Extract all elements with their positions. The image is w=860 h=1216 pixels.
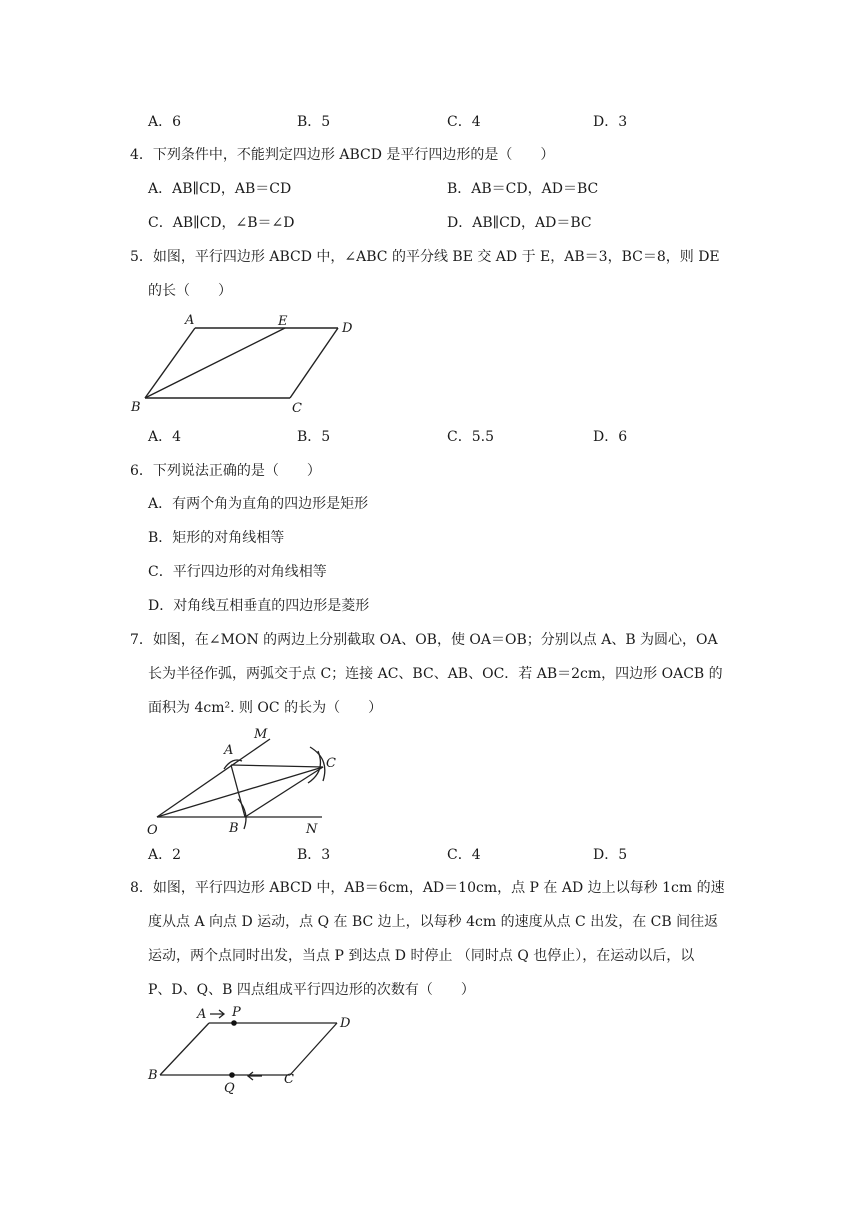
q8-stem-line4: P、D、Q、B 四点组成平行四边形的次数有（ ） <box>148 982 475 998</box>
q8-stem-line2: 度从点 A 向点 D 运动，点 Q 在 BC 边上，以每秒 4cm 的速度从点 C 出发，在 CB 间往返 <box>148 914 719 930</box>
q8-label-p: P <box>232 1005 241 1020</box>
q7-stem-line3: 面积为 4cm². 则 OC 的长为（ ） <box>148 700 383 716</box>
q5-side-cd <box>290 328 338 398</box>
q5-option-a: A．4 <box>148 429 182 445</box>
q8-arrow-left-icon <box>248 1072 262 1080</box>
q5-segment-be <box>145 328 285 398</box>
q4-option-b: B．AB＝CD，AD＝BC <box>447 181 599 197</box>
q7-angle-construction-figure <box>140 725 350 840</box>
q7-segment-oc <box>157 767 323 817</box>
q8-stem-line1: 8．如图，平行四边形 ABCD 中，AB＝6cm，AD＝10cm，点 P 在 AD 边上以每秒 1cm 的速 <box>130 880 725 896</box>
q7-label-b: B <box>229 821 239 836</box>
q5-label-c: C <box>292 401 302 416</box>
q4-option-a: A．AB∥CD，AB＝CD <box>148 181 292 197</box>
q5-option-d: D．6 <box>593 429 628 445</box>
q3-option-a: A．6 <box>148 114 182 130</box>
q7-ray-om <box>157 739 270 817</box>
q8-point-q-dot <box>229 1072 235 1078</box>
q8-arrow-right-icon <box>210 1010 224 1018</box>
q5-parallelogram-figure <box>125 310 355 415</box>
q5-stem-line2: 的长（ ） <box>148 283 232 299</box>
q5-label-a: A <box>185 313 195 328</box>
q8-side-ab <box>160 1023 209 1075</box>
q7-label-m: M <box>254 727 268 742</box>
q8-label-d: D <box>340 1016 351 1031</box>
q5-label-b: B <box>131 400 141 415</box>
q6-option-a: A．有两个角为直角的四边形是矩形 <box>148 496 369 512</box>
q8-moving-points-figure <box>140 1005 370 1095</box>
q5-option-c: C．5.5 <box>447 429 494 445</box>
q5-option-b: B．5 <box>297 429 331 445</box>
q8-label-c: C <box>284 1072 294 1087</box>
q7-label-o: O <box>147 823 158 838</box>
q8-stem-line3: 运动，两个点同时出发，当点 P 到达点 D 时停止 （同时点 Q 也停止），在运动以后，以 <box>148 948 695 964</box>
q6-option-d: D．对角线互相垂直的四边形是菱形 <box>148 598 370 614</box>
q6-stem: 6．下列说法正确的是（ ） <box>130 463 321 479</box>
q7-option-c: C．4 <box>447 847 481 863</box>
q5-side-ab <box>145 328 195 398</box>
q8-label-q: Q <box>224 1081 235 1096</box>
q7-label-a: A <box>224 743 234 758</box>
q4-option-d: D．AB∥CD，AD＝BC <box>447 215 592 231</box>
q8-label-b: B <box>148 1068 158 1083</box>
q5-stem-line1: 5．如图，平行四边形 ABCD 中，∠ABC 的平分线 BE 交 AD 于 E，AB＝3，BC＝8，则 DE <box>130 249 720 265</box>
q7-arc-at-c-upper <box>310 747 325 781</box>
q6-option-b: B．矩形的对角线相等 <box>148 530 285 546</box>
q8-label-a: A <box>197 1007 207 1022</box>
q8-side-cd <box>290 1023 337 1075</box>
q3-option-d: D．3 <box>593 114 628 130</box>
q7-segment-bc <box>245 767 323 817</box>
q5-label-e: E <box>278 314 288 329</box>
q7-label-c: C <box>326 756 336 771</box>
q7-option-a: A．2 <box>148 847 182 863</box>
q3-option-c: C．4 <box>447 114 481 130</box>
q3-option-b: B．5 <box>297 114 331 130</box>
q5-label-d: D <box>342 321 353 336</box>
q7-stem-line1: 7．如图，在∠MON 的两边上分别截取 OA、OB，使 OA＝OB；分别以点 A、B 为圆心，OA <box>130 632 718 648</box>
q4-option-c: C．AB∥CD，∠B＝∠D <box>148 215 295 231</box>
q7-option-b: B．3 <box>297 847 331 863</box>
q7-label-n: N <box>306 822 318 837</box>
q6-option-c: C．平行四边形的对角线相等 <box>148 564 327 580</box>
q7-option-d: D．5 <box>593 847 628 863</box>
q8-point-p-dot <box>231 1020 237 1026</box>
q4-stem: 4．下列条件中，不能判定四边形 ABCD 是平行四边形的是（ ） <box>130 147 555 163</box>
q7-stem-line2: 长为半径作弧，两弧交于点 C；连接 AC、BC、AB、OC．若 AB＝2cm，四边形 OACB 的 <box>148 666 723 682</box>
q7-segment-ac <box>231 765 323 767</box>
